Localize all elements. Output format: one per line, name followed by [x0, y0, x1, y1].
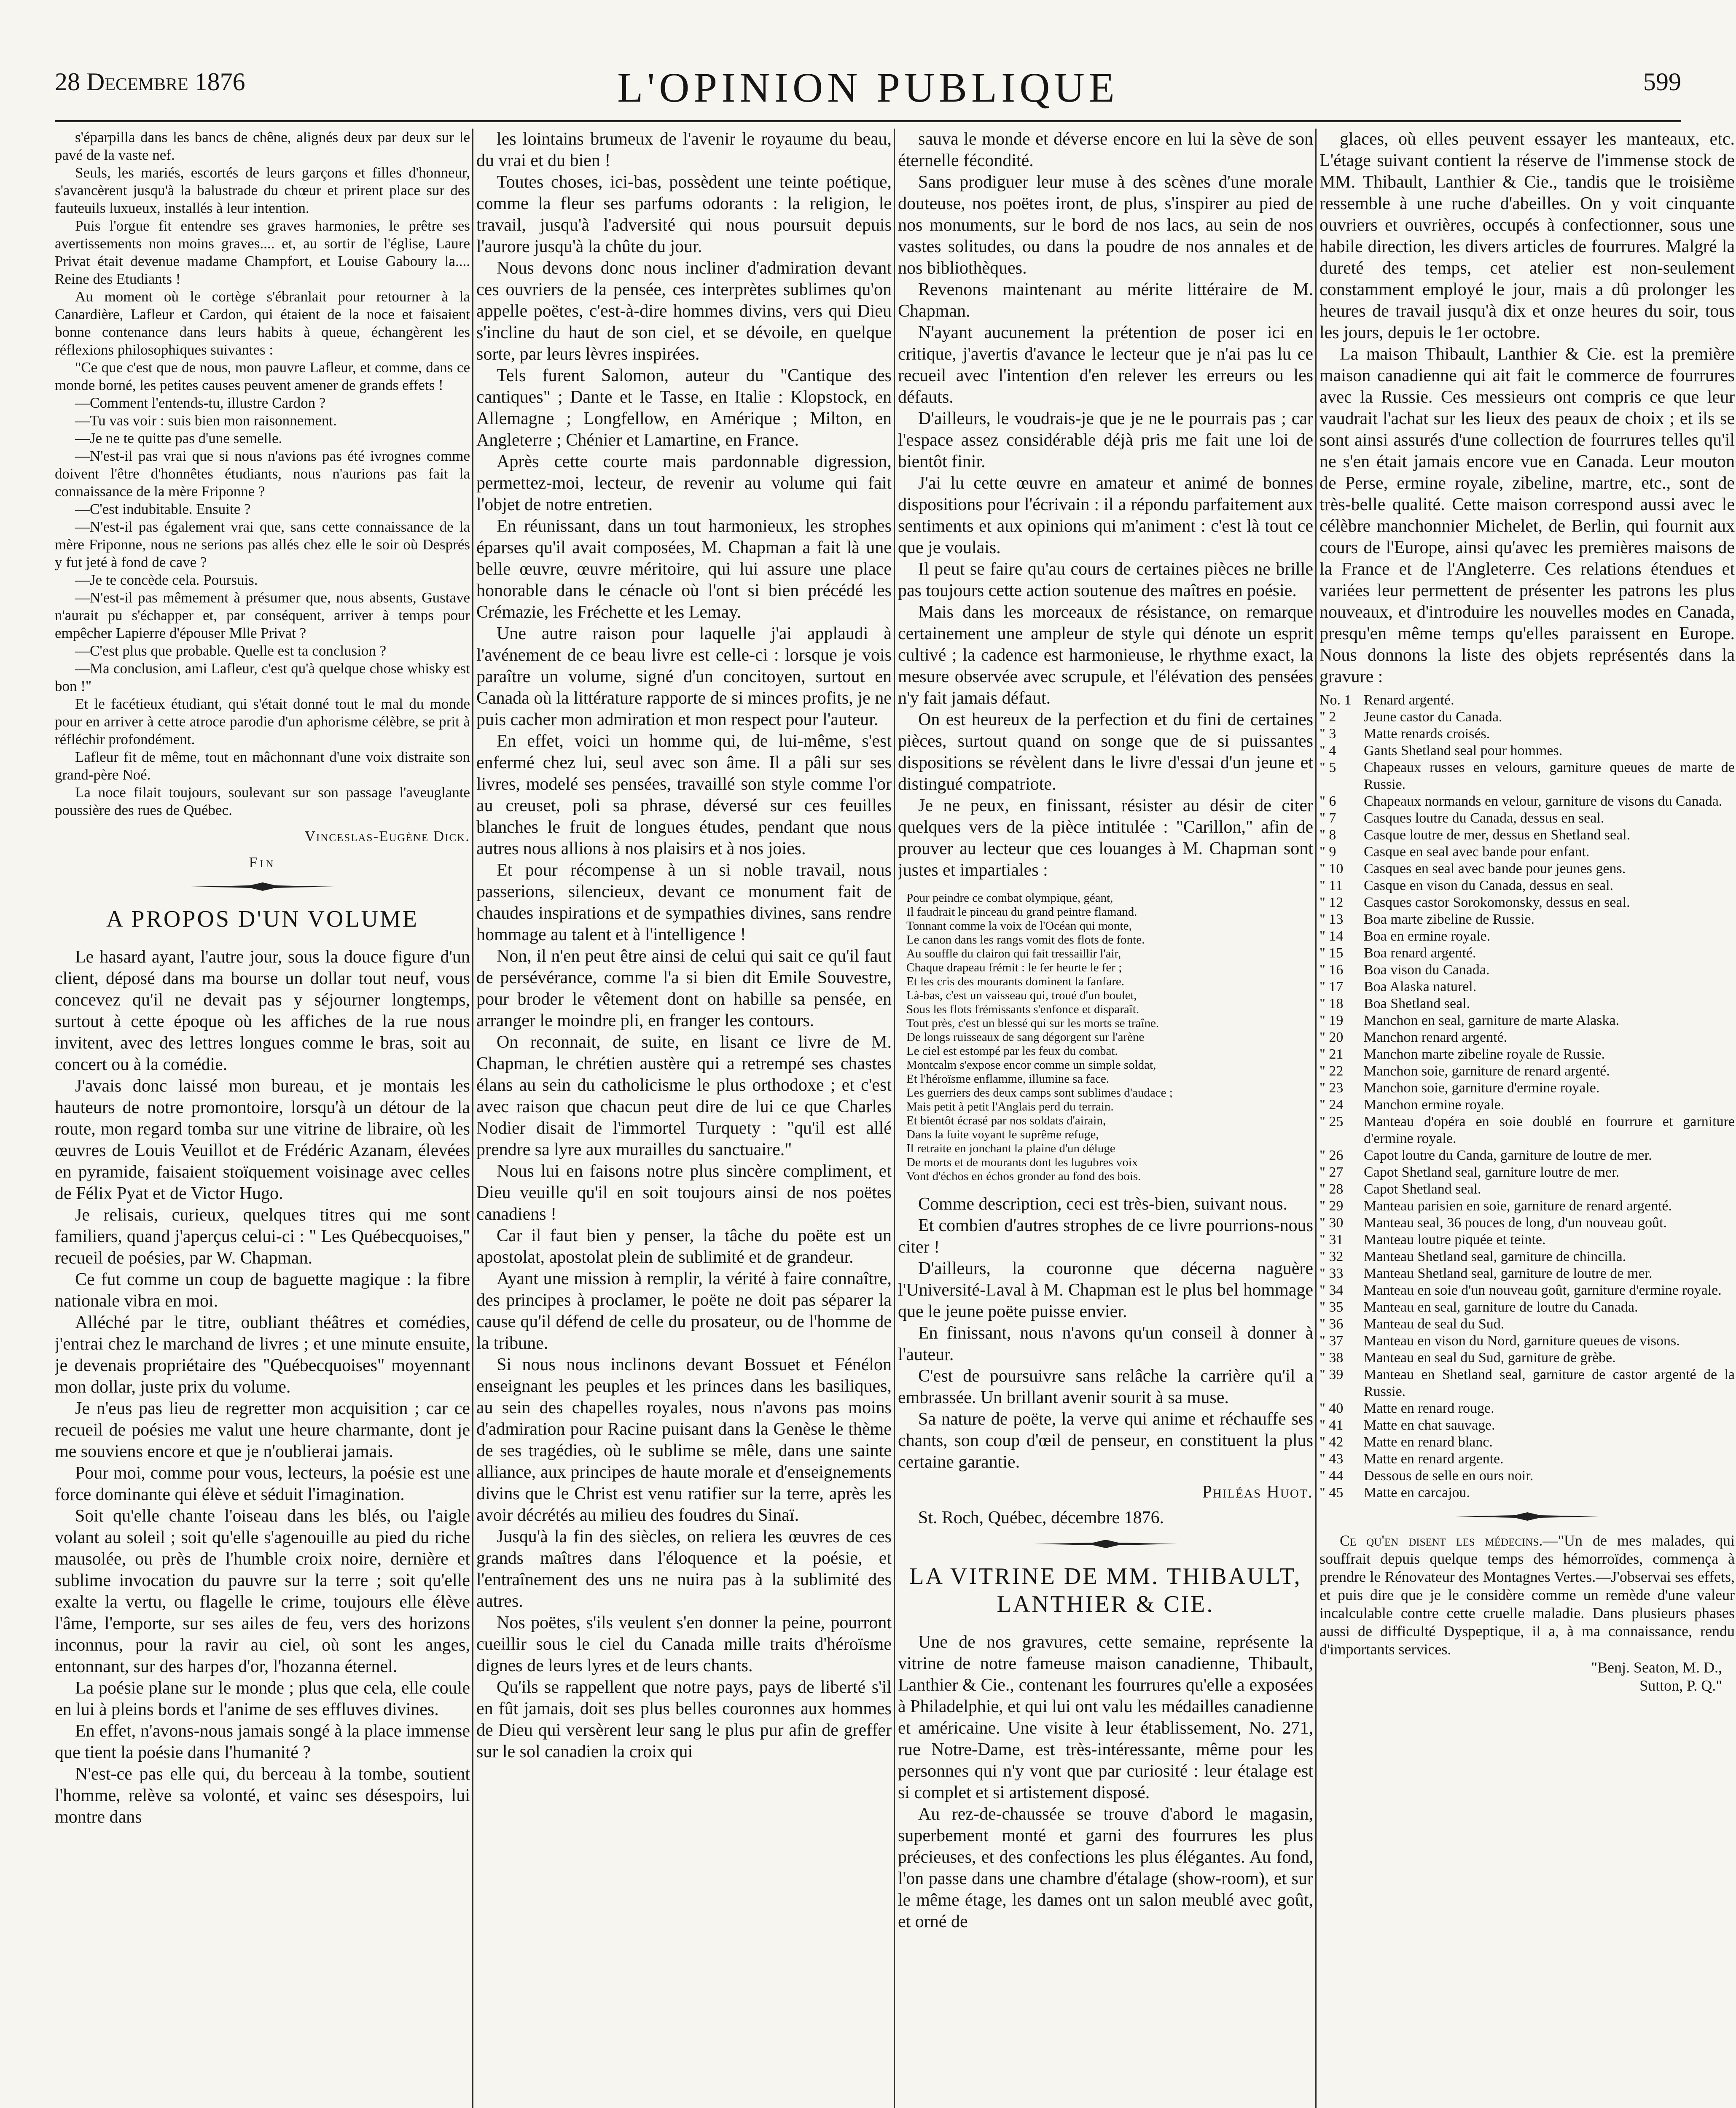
- list-item: [1319, 1097, 1735, 1113]
- poem-line: Tout près, c'est un blessé qui sur les morts se traîne.: [906, 1016, 1159, 1030]
- list-item: [1319, 1366, 1735, 1400]
- medical-notice: [1319, 1532, 1735, 1695]
- list-item: [1319, 1468, 1735, 1484]
- paragraph: La noce filait toujours, soulevant sur son passage l'aveuglante poussière des rues de Québec.: [55, 784, 470, 818]
- section-title-a-propos: A PROPOS D'UN VOLUME: [106, 906, 419, 932]
- story-fin: Fin: [249, 854, 276, 871]
- item-text: Matte en carcajou.: [1364, 1485, 1470, 1500]
- poem-line: Là-bas, c'est un vaisseau qui, troué d'un boulet,: [906, 989, 1137, 1002]
- paragraph: —Je ne te quitte pas d'une semelle.: [75, 430, 282, 446]
- item-number: " 40: [1319, 1401, 1344, 1416]
- item-number: " 25: [1319, 1114, 1344, 1129]
- paragraph: Il peut se faire qu'au cours de certaines pièces ne brille pas toujours cette action soutenue des maîtres en poésie.: [898, 559, 1313, 600]
- list-item: [1319, 1248, 1735, 1265]
- list-item: [1319, 860, 1735, 877]
- paragraph: —Je te concède cela. Poursuis.: [75, 572, 258, 588]
- poem-line: Et bientôt écrasé par nos soldats d'airain,: [906, 1114, 1106, 1127]
- paragraph: Revenons maintenant au mérite littéraire de M. Chapman.: [898, 280, 1313, 321]
- item-number: " 32: [1319, 1249, 1344, 1264]
- item-text: Casques loutre du Canada, dessus en seal.: [1364, 810, 1604, 826]
- poem-line: Et l'héroïsme enflamme, illumine sa face.: [906, 1072, 1110, 1086]
- item-number: " 12: [1319, 895, 1344, 910]
- list-item: [1319, 1215, 1735, 1231]
- paragraph: Je n'eus pas lieu de regretter mon acquisition ; car ce recueil de poésies me valut une heure charmante, dont je me souviens encore et que je n'oublierai jamais.: [55, 1399, 470, 1461]
- paragraph: —N'est-il pas également vrai que, sans cette connaissance de la mère Friponne, nous ne serions pas allés chez elle le soir où Després y fut jeté à fond de cave ?: [55, 519, 470, 570]
- item-number: " 29: [1319, 1198, 1344, 1214]
- list-item: [1319, 844, 1735, 860]
- paragraph: sauva le monde et déverse encore en lui la sève de son éternelle fécondité.: [898, 129, 1313, 170]
- paragraph: Je ne peux, en finissant, résister au désir de citer quelques vers de la pièce intitulée : "Carillon," afin de prouver au lecteur que ces louanges à M. Chapman sont justes et impartiales :: [898, 796, 1313, 880]
- list-item: [1319, 1198, 1735, 1215]
- item-number: " 30: [1319, 1215, 1344, 1231]
- list-item: [1319, 793, 1735, 810]
- paragraph: D'ailleurs, le voudrais-je que je ne le pourrais pas ; car l'espace assez considérable déjà pris me fait une loi de bientôt finir.: [898, 409, 1313, 471]
- paragraph: Ayant une mission à remplir, la vérité à faire connaître, des principes à proclamer, le poëte ne doit pas séparer la cause qu'il défend de celle du prosateur, ou de l'homme de la tribune.: [476, 1269, 892, 1353]
- paragraph: —Ma conclusion, ami Lafleur, c'est qu'à quelque chose whisky est bon !": [55, 660, 470, 694]
- item-number: " 8: [1319, 827, 1336, 843]
- item-number: " 16: [1319, 962, 1344, 978]
- list-item: [1319, 1282, 1735, 1299]
- item-number: " 34: [1319, 1283, 1344, 1298]
- item-text: Manteau en seal du Sud, garniture de grèbe.: [1364, 1350, 1616, 1366]
- paragraph: —C'est indubitable. Ensuite ?: [75, 501, 251, 517]
- item-text: Boa renard argenté.: [1364, 945, 1476, 961]
- item-text: Capot loutre du Canda, garniture de loutre de mer.: [1364, 1148, 1652, 1163]
- list-item: [1319, 1350, 1735, 1366]
- poem-line: Au souffle du clairon qui fait tressaillir l'air,: [906, 947, 1121, 960]
- paragraph: Sans prodiguer leur muse à des scènes d'une morale douteuse, nos poëtes iront, de plus, s'inspirer au pied de nos monuments, sur le bord de nos lacs, au sein de nos vastes solitudes, ou dans la poudre de nos annales et de nos bibliothèques.: [898, 172, 1313, 278]
- vitrine-paragraphs-continued: [1319, 129, 1735, 688]
- item-text: Manchon ermine royale.: [1364, 1097, 1505, 1113]
- list-item: [1319, 945, 1735, 962]
- paragraph: En effet, voici un homme qui, de lui-même, s'est enfermé chez lui, seul avec son âme. Il a pâli sur ses livres, modelé ses pensées, travaillé son style comme l'or au creuset, poli sa phrase, déversé sur ces feuilles blanches le fruit de longues études, pendant que nous autres nous allions à nos plaisirs et à nos joies.: [476, 731, 892, 858]
- column-4: [1319, 129, 1735, 2108]
- item-number: " 41: [1319, 1417, 1344, 1433]
- paragraph: Nos poëtes, s'ils veulent s'en donner la peine, pourront cueillir sous le ciel du Canada mille traits d'héroïsme dignes de leurs lyres et de leurs chants.: [476, 1613, 892, 1675]
- paragraph: N'ayant aucunement la prétention de poser ici en critique, j'avertis d'avance le lecteur que je n'ai pas lu ce recueil avec l'intention d'en relever les erreurs ou les défauts.: [898, 323, 1313, 407]
- item-text: Manteau Shetland seal, garniture de chincilla.: [1364, 1249, 1626, 1264]
- list-item: [1319, 1113, 1735, 1147]
- item-text: Manchon en seal, garniture de marte Alaska.: [1364, 1013, 1620, 1028]
- column-rule: [1315, 129, 1317, 2108]
- item-text: Boa Shetland seal.: [1364, 996, 1470, 1011]
- poem-line: Tonnant comme la voix de l'Océan qui monte,: [906, 919, 1132, 933]
- column-2: [476, 129, 892, 2108]
- item-text: Manteau en Shetland seal, garniture de castor argenté de la Russie.: [1364, 1367, 1735, 1399]
- paragraph: Seuls, les mariés, escortés de leurs garçons et filles d'honneur, s'avancèrent jusqu'à la balustrade du chœur et prirent place sur des fauteuils luxueux, installés à leur intention.: [55, 164, 470, 216]
- item-text: Matte en renard blanc.: [1364, 1434, 1493, 1450]
- list-item: [1319, 1484, 1735, 1501]
- poem-line: Le ciel est estompé par les feux du combat.: [906, 1044, 1118, 1058]
- item-text: Manchon soie, garniture de renard argenté.: [1364, 1063, 1610, 1079]
- poem-line: Pour peindre ce combat olympique, géant,: [906, 891, 1113, 905]
- paragraph: Puis l'orgue fit entendre ses graves harmonies, le prêtre ses avertissements non moins graves.... et, au sortir de l'église, Laure Privat était devenue madame Champfort, et Louise Gaboury la.... Reine des Etudiants !: [55, 218, 470, 287]
- column-rule: [894, 129, 895, 2108]
- item-text: Capot Shetland seal.: [1364, 1181, 1481, 1197]
- section-title-vitrine: LA VITRINE DE MM. THIBAULT, LANTHIER & CIE.: [909, 1563, 1302, 1617]
- paragraph: N'est-ce pas elle qui, du berceau à la tombe, soutient l'homme, relève sa volonté, et vainc ses désespoirs, lui montre dans: [55, 1764, 470, 1827]
- item-number: " 22: [1319, 1063, 1344, 1079]
- item-text: Dessous de selle en ours noir.: [1364, 1468, 1534, 1484]
- article-dateline: St. Roch, Québec, décembre 1876.: [918, 1508, 1164, 1527]
- paragraph: —C'est plus que probable. Quelle est ta conclusion ?: [75, 643, 387, 659]
- list-item: [1319, 759, 1735, 793]
- item-text: Manteau seal, 36 pouces de long, d'un nouveau goût.: [1364, 1215, 1667, 1231]
- paragraph: Au moment où le cortège s'ébranlait pour retourner à la Canardière, Lafleur et Cardon, qui étaient de la noce et faisaient bonne contenance dans leurs habits à queue, échangèrent les réflexions philosophiques suivantes :: [55, 288, 470, 358]
- poem-line: Montcalm s'expose encor comme un simple soldat,: [906, 1058, 1156, 1072]
- item-number: " 27: [1319, 1164, 1344, 1180]
- item-number: " 37: [1319, 1333, 1344, 1349]
- item-text: Matte en renard rouge.: [1364, 1401, 1494, 1416]
- notice-place: Sutton, P. Q.": [1639, 1677, 1722, 1694]
- paragraph: Mais dans les morceaux de résistance, on remarque certainement une ampleur de style qui dénote un esprit cultivé ; la cadence est harmonieuse, le rhythme exact, la mesure observée avec scrupule, et l'élévation des pensées n'y fait jamais défaut.: [898, 602, 1313, 708]
- list-item: [1319, 1147, 1735, 1164]
- item-text: Manchon soie, garniture d'ermine royale.: [1364, 1080, 1600, 1096]
- list-item: [1319, 1265, 1735, 1282]
- list-item: [1319, 979, 1735, 995]
- list-item: [1319, 1299, 1735, 1316]
- list-item: [1319, 1181, 1735, 1198]
- list-item: [1319, 911, 1735, 928]
- item-text: Manteau d'opéra en soie doublé en fourrure et garniture d'ermine royale.: [1364, 1114, 1735, 1146]
- item-text: Boa marte zibeline de Russie.: [1364, 911, 1535, 927]
- list-item: [1319, 877, 1735, 894]
- paragraph: J'avais donc laissé mon bureau, et je montais les hauteurs de notre promontoire, lorsqu'à un détour de la route, mon regard tomba sur une vitrine de libraire, où les œuvres de Louis Veuillot et de Frédéric Azanam, élevées en pyramide, faisaient stoïquement voisinage avec celles de Félix Pyat et de Victor Hugo.: [55, 1076, 470, 1203]
- column-rule: [472, 129, 473, 2108]
- paragraph: En finissant, nous n'avons qu'un conseil à donner à l'auteur.: [898, 1323, 1313, 1364]
- ornament-divider-icon: [1451, 1511, 1603, 1522]
- paragraph: On est heureux de la perfection et du fini de certaines pièces, surtout quand on songe que de si puissantes dispositions se révèlent dans le livre d'essai d'un jeune et distingué compatriote.: [898, 710, 1313, 794]
- paragraph: Tels furent Salomon, auteur du "Cantique des cantiques" ; Dante et le Tasse, en Italie : Klopstock, en Allemagne ; Longfellow, en Amérique ; Milton, en Angleterre ; Chénier et Lamartine, en France.: [476, 366, 892, 450]
- paragraph: En effet, n'avons-nous jamais songé à la place immense que tient la poésie dans l'humanité ?: [55, 1721, 470, 1762]
- item-number: " 4: [1319, 743, 1336, 758]
- item-number: " 14: [1319, 928, 1344, 944]
- paragraph: Nous devons donc nous incliner d'admiration devant ces ouvriers de la pensée, ces interprètes sublimes qu'on appelle poëtes, c'est-à-dire hommes divins, vers qui Dieu s'incline du haut de son ciel, et se dévoile, en quelque sorte, par leurs lèvres inspirées.: [476, 258, 892, 364]
- paragraph: Je relisais, curieux, quelques titres qui me sont familiers, quand j'aperçus celui-ci : " Les Québecquoises," recueil de poésies, par W. Chapman.: [55, 1205, 470, 1268]
- notice-lead: Ce qu'en disent les médecins.—: [1340, 1532, 1558, 1549]
- paragraph: Soit qu'elle chante l'oiseau dans les blés, ou l'aigle volant au soleil ; soit qu'elle s'agenouille au pied du riche mausolée, ou près de l'humble croix noire, dernière et sublime invocation du pauvre sur la terre ; soit qu'elle exalte la vertu, ou flagelle le crime, toujours elle élève l'âme, l'emporte, sur ses ailes de feu, vers des horizons inconnus, pour la ravir au ciel, où sont les anges, entonnant, sur des harpes d'or, l'hozanna éternel.: [55, 1506, 470, 1676]
- paragraph: —N'est-il pas mêmement à présumer que, nous absents, Gustave n'aurait pu s'échapper et, par conséquent, arriver à temps pour empêcher Lapierre d'épouser Mlle Privat ?: [55, 589, 470, 641]
- item-number: " 17: [1319, 979, 1344, 995]
- item-number: " 43: [1319, 1451, 1344, 1467]
- ornament-divider-icon: [187, 881, 339, 893]
- paragraph: La poésie plane sur le monde ; plus que cela, elle coule en lui à pleins bords et l'anime de ses effluves divines.: [55, 1678, 470, 1719]
- item-number: " 11: [1319, 878, 1343, 893]
- item-text: Jeune castor du Canada.: [1364, 709, 1502, 725]
- paragraph: Qu'ils se rappellent que notre pays, pays de liberté s'il en fût jamais, doit ses plus belles couronnes aux hommes de Dieu qui versèrent leur sang le plus pur afin de greffer sur le sol canadien la croix qui: [476, 1678, 892, 1761]
- item-number: " 19: [1319, 1013, 1344, 1028]
- item-text: Casques en seal avec bande pour jeunes gens.: [1364, 861, 1626, 877]
- item-number: " 39: [1319, 1367, 1344, 1382]
- paragraph: Comme description, ceci est très-bien, suivant nous.: [918, 1194, 1287, 1214]
- item-text: Matte en chat sauvage.: [1364, 1417, 1495, 1433]
- paragraph: Pour moi, comme pour vous, lecteurs, la poésie est une force dominante qui élève et séduit l'imagination.: [55, 1463, 470, 1504]
- paragraph: D'ailleurs, la couronne que décerna naguère l'Université-Laval à M. Chapman est le plus bel hommage que le jeune poëte puisse envier.: [898, 1259, 1313, 1321]
- list-item: [1319, 1063, 1735, 1080]
- item-text: Casques castor Sorokomonsky, dessus en seal.: [1364, 895, 1630, 910]
- poem-line: De morts et de mourants dont les lugubres voix: [906, 1156, 1138, 1169]
- list-item: [1319, 810, 1735, 827]
- item-number: " 31: [1319, 1232, 1344, 1248]
- item-number: " 7: [1319, 810, 1336, 826]
- poem-line: Il faudrait le pinceau du grand peintre flamand.: [906, 905, 1137, 919]
- paragraph: Sa nature de poëte, la verve qui anime et réchauffe ses chants, son coup d'œil de penseur, en constituent la plus certaine garantie.: [898, 1409, 1313, 1472]
- poem-line: Dans la fuite voyant le suprême refuge,: [906, 1128, 1099, 1141]
- list-item: [1319, 928, 1735, 945]
- article-paragraphs: [55, 946, 470, 1828]
- item-text: Manteau en soie d'un nouveau goût, garniture d'ermine royale.: [1364, 1283, 1722, 1298]
- paragraph: Nous lui en faisons notre plus sincère compliment, et Dieu veuille qu'il en soit toujours ainsi de nos poëtes canadiens !: [476, 1162, 892, 1224]
- list-item: [1319, 1400, 1735, 1417]
- list-item: [1319, 1164, 1735, 1181]
- paragraph: Et le facétieux étudiant, qui s'était donné tout le mal du monde pour en arriver à cette atroce parodie d'un aphorisme célèbre, se prit à réfléchir profondément.: [55, 696, 470, 747]
- article-paragraphs-continued: [898, 129, 1313, 881]
- issue-date-text: 28 Decembre 1876: [55, 68, 245, 96]
- item-text: Casque en vison du Canada, dessus en seal.: [1364, 878, 1614, 893]
- paragraph: Non, il n'en peut être ainsi de celui qui sait ce qu'il faut de persévérance, comme l'a si bien dit Emile Souvestre, pour broder le vêtement dont on habille sa pensée, en arranger le moindre pli, en franger les contours.: [476, 946, 892, 1030]
- paragraph: On reconnait, de suite, en lisant ce livre de M. Chapman, le chrétien austère qui a retrempé ses chastes élans au sein du catholicisme le plus orthodoxe ; et c'est avec raison que chacun peut dire de lui ce que Charles Nodier disait de l'immortel Turquety : "qu'il est allé prendre sa lyre aux murailles du sanctuaire.": [476, 1032, 892, 1159]
- item-number: " 23: [1319, 1080, 1344, 1096]
- ornament-divider-icon: [1030, 1538, 1182, 1550]
- item-text: Matte en renard argente.: [1364, 1451, 1504, 1467]
- poem-line: Il retraite en jonchant la plaine d'un déluge: [906, 1142, 1115, 1155]
- paragraph: Et combien d'autres strophes de ce livre pourrions-nous citer !: [898, 1216, 1313, 1257]
- item-number: " 44: [1319, 1468, 1344, 1484]
- paragraph: Une de nos gravures, cette semaine, représente la vitrine de notre fameuse maison canadienne, Thibault, Lanthier & Cie., contenant les fourrures qu'elle a exposées à Philadelphie, et qui lui ont valu les médailles canadienne et américaine. Une visite à leur établissement, No. 271, rue Notre-Dame, est très-intéressante, même pour les personnes qui n'y vont que par curiosité : leur étalage est si complet et si artistement disposé.: [898, 1632, 1313, 1802]
- list-item: [1319, 962, 1735, 979]
- paragraph: glaces, où elles peuvent essayer les manteaux, etc. L'étage suivant contient la réserve de l'immense stock de MM. Thibault, Lanthier & Cie., tandis que le troisième ressemble à une ruche d'abeilles. On y voit cinquante ouvriers et ouvrières, occupés à confectionner, sous une habile direction, les divers articles de fourrures. Malgré la dureté des temps, cet atelier est non-seulement constamment employé le jour, mais a dû prolonger les heures de travail jusqu'à dix et onze heures du soir, tous les jours, depuis le 1er octobre.: [1319, 129, 1735, 342]
- list-item: [1319, 1417, 1735, 1434]
- paragraph: les lointains brumeux de l'avenir le royaume du beau, du vrai et du bien !: [476, 129, 892, 170]
- list-item: [1319, 1080, 1735, 1097]
- paragraph: —Comment l'entends-tu, illustre Cardon ?: [75, 395, 326, 411]
- paragraph: Jusqu'à la fin des siècles, on reliera les œuvres de ces grands maîtres dans l'éloquence et la poésie, et l'entraînement des uns ne nuira pas à la sublimité des autres.: [476, 1527, 892, 1611]
- paragraph: La maison Thibault, Lanthier & Cie. est la première maison canadienne qui ait fait le commerce de fourrures avec la Russie. Ces messieurs ont compris ce que leur vaudrait l'achat sur les lieux des peaux de choix ; et ils se sont ainsi assurés d'une collection de fourrures telles qu'il ne s'en était jamais encore vue en Canada. Leur mouton de Perse, ermine royale, zibeline, martre, etc., sont de très-belle qualité. Cette maison correspond aussi avec le célèbre manchonnier Michelet, de Berlin, qui fournit aux cours de l'Europe, ainsi qu'avec les premières maisons de la France et de l'Angleterre. Ces relations étendues et variées leur permettent de présenter les patrons les plus nouveaux, et d'introduire les nouvelles modes en Canada, presqu'en même temps qu'elles paraissent en Europe. Nous donnons la liste des objets représentés dans la gravure :: [1319, 344, 1735, 686]
- list-item: [1319, 894, 1735, 911]
- paragraph: s'éparpilla dans les bancs de chêne, alignés deux par deux sur le pavé de la vaste nef.: [55, 129, 470, 163]
- list-item: [1319, 995, 1735, 1012]
- item-text: Manchon marte zibeline royale de Russie.: [1364, 1046, 1605, 1062]
- poem-line: De longs ruisseaux de sang dégorgent sur l'arène: [906, 1030, 1145, 1044]
- item-text: Chapeaux normands en velour, garniture de visons du Canada.: [1364, 793, 1723, 809]
- poem-line: Le canon dans les rangs vomit des flots de fonte.: [906, 933, 1145, 946]
- story-paragraphs: [55, 129, 470, 819]
- list-item: [1319, 709, 1735, 726]
- vitrine-paragraphs: [898, 1632, 1313, 1933]
- article-closing-paragraphs: [898, 1194, 1313, 1473]
- paragraph: En réunissant, dans un tout harmonieux, les strophes éparses qu'il avait composées, M. Chapman a fait là une belle œuvre, œuvre méritoire, qui lui assure une place honorable dans le cénacle où l'ont si bien précédé les Crémazie, les Fréchette et les Lemay.: [476, 516, 892, 622]
- newspaper-title: L'OPINION PUBLIQUE: [617, 64, 1119, 111]
- article-paragraphs-continued: [476, 129, 892, 1763]
- notice-signature: "Benj. Seaton, M. D.,: [1591, 1659, 1722, 1676]
- paragraph: Le hasard ayant, l'autre jour, sous la douce figure d'un client, déposé dans ma bourse un dollar tout neuf, vous concevez qu'il ne devait pas y séjourner longtemps, surtout à cette époque où les affiches de la rue nous invitent, avec des lettres longues comme le bras, soit au concert ou à la comédie.: [55, 947, 470, 1074]
- list-item: [1319, 1434, 1735, 1451]
- paragraph: Après cette courte mais pardonnable digression, permettez-moi, lecteur, de revenir au volume qui fait l'objet de notre entretien.: [476, 452, 892, 514]
- column-1: [55, 129, 470, 2108]
- item-text: Manteau en seal, garniture de loutre du Canada.: [1364, 1299, 1638, 1315]
- story-end: [55, 129, 470, 871]
- poem-line: Vont d'échos en échos gronder au fond des bois.: [906, 1170, 1141, 1183]
- item-number: " 38: [1319, 1350, 1344, 1366]
- list-item: [1319, 1012, 1735, 1029]
- paragraph: J'ai lu cette œuvre en amateur et animé de bonnes dispositions pour l'écrivain : il a répondu parfaitement aux sentiments et aux opinions qui m'animent : c'est là tout ce que je voulais.: [898, 473, 1313, 557]
- item-number: " 13: [1319, 911, 1344, 927]
- paragraph: C'est de poursuivre sans relâche la carrière qu'il a embrassée. Un brillant avenir sourit à sa muse.: [898, 1366, 1313, 1407]
- page-header: [55, 63, 1681, 114]
- item-text: Boa en ermine royale.: [1364, 928, 1491, 944]
- list-item: [1319, 726, 1735, 742]
- item-number: " 15: [1319, 945, 1344, 961]
- paragraph: Ce fut comme un coup de baguette magique : la fibre nationale vibra en moi.: [55, 1270, 470, 1311]
- list-item: [1319, 1029, 1735, 1046]
- item-number: " 36: [1319, 1316, 1344, 1332]
- item-number: " 6: [1319, 793, 1336, 809]
- item-number: " 9: [1319, 844, 1336, 860]
- item-text: Casque loutre de mer, dessus en Shetland seal.: [1364, 827, 1631, 843]
- list-item: [1319, 1046, 1735, 1063]
- poem-line: Mais petit à petit l'Anglais perd du terrain.: [906, 1100, 1114, 1113]
- column-3: [898, 129, 1313, 2108]
- item-text: Casque en seal avec bande pour enfant.: [1364, 844, 1590, 860]
- item-text: Renard argenté.: [1364, 692, 1454, 708]
- paragraph: Et pour récompense à un si noble travail, nous passerions, silencieux, devant ce monument fait de chaudes inspirations et de sympathies divines, sans rendre hommage au talent et à l'intelligence !: [476, 860, 892, 944]
- paragraph: Au rez-de-chaussée se trouve d'abord le magasin, superbement monté et garni des fourrures les plus précieuses, et des confections les plus élégantes. Au fond, l'on passe dans une chambre d'étalage (show-room), et sur le même étage, les dames ont un salon meublé avec goût, et orné de: [898, 1804, 1313, 1931]
- list-item: [1319, 742, 1735, 759]
- paragraph: —Tu vas voir : suis bien mon raisonnement.: [75, 412, 337, 429]
- item-number: " 45: [1319, 1485, 1344, 1500]
- item-text: Manteau parisien en soie, garniture de renard argenté.: [1364, 1198, 1672, 1214]
- item-text: Manteau Shetland seal, garniture de loutre de mer.: [1364, 1266, 1653, 1281]
- list-item: [1319, 1231, 1735, 1248]
- paragraph: Car il faut bien y penser, la tâche du poëte est un apostolat, apostolat plein de sublimité et de grandeur.: [476, 1226, 892, 1267]
- item-text: Manteau de seal du Sud.: [1364, 1316, 1505, 1332]
- poem-line: Et les cris des mourants dominent la fanfare.: [906, 975, 1125, 988]
- poem-line: Chaque drapeau frémit : le fer heurte le fer ;: [906, 961, 1122, 974]
- list-item: [1319, 1451, 1735, 1468]
- item-number: " 3: [1319, 726, 1336, 742]
- list-item: [1319, 692, 1735, 709]
- item-text: Manchon renard argenté.: [1364, 1030, 1508, 1045]
- list-item: [1319, 1316, 1735, 1333]
- item-number: " 5: [1319, 760, 1336, 775]
- item-number: " 20: [1319, 1030, 1344, 1045]
- paragraph: Toutes choses, ici-bas, possèdent une teinte poétique, comme la fleur ses parfums odorants : la religion, le travail, jusqu'à l'adversité qui nous poursuit depuis l'aurore jusqu'à la chûte du jour.: [476, 172, 892, 256]
- item-number: " 18: [1319, 996, 1344, 1011]
- item-number: " 35: [1319, 1299, 1344, 1315]
- item-text: Chapeaux russes en velours, garniture queues de marte de Russie.: [1364, 760, 1735, 792]
- item-text: Capot Shetland seal, garniture loutre de mer.: [1364, 1164, 1620, 1180]
- header-rule: [55, 120, 1681, 122]
- poem-carillon: [906, 891, 1313, 1183]
- item-number: " 21: [1319, 1046, 1344, 1062]
- paragraph: —N'est-il pas vrai que si nous n'avions pas été ivrognes comme doivent l'être d'honnêtes étudiants, nous n'aurions pas fait la connaissance de la mère Friponne ?: [55, 448, 470, 500]
- paragraph: Si nous nous inclinons devant Bossuet et Fénélon enseignant les peuples et les princes dans les basiliques, au sein des chapelles royales, nous n'avons pas moins d'admiration pour Racine puisant dans la Genèse le thème de ses tragédies, où le sublime se mêle, dans une sainte alliance, aux principes de haute morale et d'enseignements divins que le Christ est venu ratifier sur la terre, après les avoir décrétés au milieu des foudres du Sinaï.: [476, 1355, 892, 1525]
- paragraph: "Ce que c'est que de nous, mon pauvre Lafleur, et comme, dans ce monde borné, les petites causes peuvent amener de grands effets !: [55, 359, 470, 393]
- poem-line: Sous les flots frémissants s'enfonce et disparaît.: [906, 1003, 1139, 1016]
- list-item: [1319, 1333, 1735, 1350]
- item-text: Gants Shetland seal pour hommes.: [1364, 743, 1563, 758]
- article-signature: Philéas Huot.: [1202, 1482, 1313, 1502]
- item-number: " 33: [1319, 1266, 1344, 1281]
- notice-body: "Un de mes malades, qui souffrait depuis quelque temps des hémorroïdes, commença à prendre le Rénovateur des Montagnes Vertes.—J'observai ses effets, et puis dire que je le considère comme un remède d'une valeur incalculable contre cette cruelle maladie. Dans plusieurs phases aussi de difficulté Dyspeptique, il a, à ma connaissance, rendu d'importants services.: [1319, 1532, 1735, 1658]
- item-number: " 28: [1319, 1181, 1344, 1197]
- fur-items-list: [1319, 692, 1735, 1501]
- item-number: No. 1: [1319, 692, 1352, 708]
- paragraph: Alléché par le titre, oubliant théâtres et comédies, j'entrai chez le marchand de livres ; et une minute ensuite, je devenais propriétaire des "Québecquoises" moyennant mon dollar, juste prix du volume.: [55, 1313, 470, 1397]
- item-number: " 24: [1319, 1097, 1344, 1113]
- item-text: Matte renards croisés.: [1364, 726, 1490, 742]
- item-text: Manteau en vison du Nord, garniture queues de visons.: [1364, 1333, 1680, 1349]
- item-text: Manteau loutre piquée et teinte.: [1364, 1232, 1546, 1248]
- item-number: " 26: [1319, 1148, 1344, 1163]
- list-item: [1319, 827, 1735, 844]
- item-number: " 2: [1319, 709, 1336, 725]
- poem-line: Les guerriers des deux camps sont sublimes d'audace ;: [906, 1086, 1173, 1100]
- item-number: " 42: [1319, 1434, 1344, 1450]
- item-text: Boa Alaska naturel.: [1364, 979, 1477, 995]
- page-number: 599: [1643, 68, 1681, 96]
- paragraph: Une autre raison pour laquelle j'ai applaudi à l'avénement de ce beau livre est celle-ci : lorsque je vois paraître un volume, signé d'un concitoyen, surtout en Canada où la littérature rapporte de si minces profits, je ne puis cacher mon admiration et mon respect pour l'auteur.: [476, 624, 892, 729]
- story-signature: Vinceslas-Eugène Dick.: [304, 828, 470, 844]
- item-number: " 10: [1319, 861, 1344, 877]
- paragraph: Lafleur fit de même, tout en mâchonnant d'une voix distraite son grand-père Noé.: [55, 749, 470, 783]
- item-text: Boa vison du Canada.: [1364, 962, 1490, 978]
